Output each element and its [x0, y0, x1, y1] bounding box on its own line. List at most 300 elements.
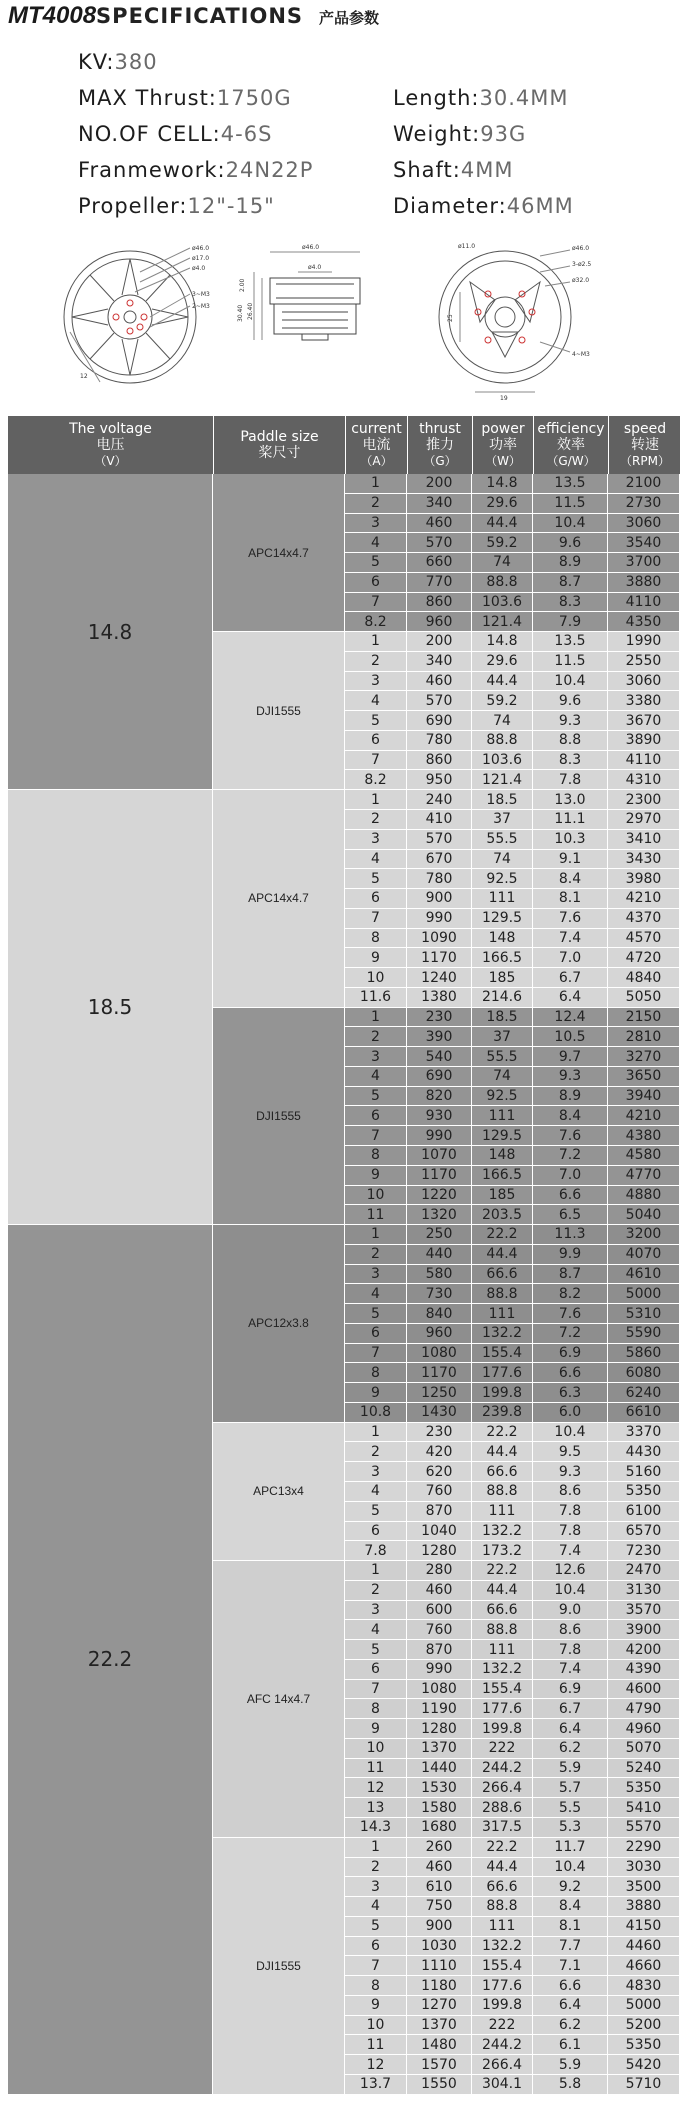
speed-cell: 4830	[608, 1976, 680, 1995]
table-row	[345, 1146, 680, 1166]
thrust-cell: 1110	[407, 1956, 472, 1975]
table-row	[345, 1877, 680, 1897]
efficiency-cell: 11.5	[533, 652, 608, 671]
back-d46-label: ø46.0	[572, 245, 590, 252]
power-cell: 155.4	[472, 1680, 533, 1699]
efficiency-cell: 7.1	[533, 1956, 608, 1975]
speed-cell: 6240	[608, 1383, 680, 1402]
thrust-cell: 230	[407, 1423, 472, 1442]
current-cell: 2	[345, 810, 407, 829]
power-cell: 103.6	[472, 593, 533, 612]
table-row	[345, 553, 680, 573]
efficiency-cell: 9.3	[533, 711, 608, 730]
current-cell: 8.2	[345, 612, 407, 631]
efficiency-cell: 10.4	[533, 1858, 608, 1877]
efficiency-cell: 6.1	[533, 2035, 608, 2054]
table-row	[345, 514, 680, 534]
table-row	[345, 672, 680, 692]
power-cell: 177.6	[472, 1699, 533, 1718]
efficiency-cell: 5.8	[533, 2075, 608, 2094]
power-cell: 199.8	[472, 1719, 533, 1738]
speed-cell: 5200	[608, 2016, 680, 2035]
current-cell: 7.8	[345, 1541, 407, 1560]
power-cell: 132.2	[472, 1522, 533, 1541]
power-cell: 121.4	[472, 612, 533, 631]
speed-cell: 3410	[608, 830, 680, 849]
table-row	[345, 711, 680, 731]
thrust-cell: 990	[407, 1660, 472, 1679]
table-row	[345, 790, 680, 810]
speed-cell: 3430	[608, 850, 680, 869]
power-cell: 88.8	[472, 1897, 533, 1916]
efficiency-cell: 5.9	[533, 1759, 608, 1778]
speed-cell: 3700	[608, 553, 680, 572]
efficiency-cell: 6.5	[533, 1205, 608, 1224]
thrust-cell: 860	[407, 593, 472, 612]
table-row	[345, 850, 680, 870]
thrust-cell: 750	[407, 1897, 472, 1916]
power-cell: 266.4	[472, 1778, 533, 1797]
power-cell: 132.2	[472, 1324, 533, 1343]
power-cell: 185	[472, 1186, 533, 1205]
efficiency-cell: 11.5	[533, 494, 608, 513]
efficiency-cell: 7.7	[533, 1937, 608, 1956]
table-row	[345, 652, 680, 672]
table-row	[345, 474, 680, 494]
efficiency-cell: 6.4	[533, 1996, 608, 2015]
table-row	[345, 810, 680, 830]
table-row	[345, 1304, 680, 1324]
speed-cell: 4720	[608, 948, 680, 967]
table-row	[345, 1482, 680, 1502]
thrust-cell: 860	[407, 751, 472, 770]
thrust-cell: 690	[407, 1067, 472, 1086]
current-cell: 8.2	[345, 770, 407, 789]
thrust-cell: 1430	[407, 1403, 472, 1422]
table-row	[345, 2035, 680, 2055]
current-cell: 4	[345, 850, 407, 869]
efficiency-cell: 7.4	[533, 1541, 608, 1560]
efficiency-cell: 13.5	[533, 474, 608, 493]
current-cell: 10	[345, 1739, 407, 1758]
back-view-drawing	[439, 250, 571, 392]
efficiency-cell: 10.4	[533, 514, 608, 533]
efficiency-cell: 9.6	[533, 691, 608, 710]
table-row	[345, 1067, 680, 1087]
table-row	[345, 1660, 680, 1680]
current-cell: 8	[345, 1699, 407, 1718]
current-cell: 3	[345, 1601, 407, 1620]
current-cell: 3	[345, 830, 407, 849]
efficiency-cell: 6.6	[533, 1363, 608, 1382]
thrust-cell: 460	[407, 1581, 472, 1600]
thrust-cell: 410	[407, 810, 472, 829]
thrust-cell: 460	[407, 1858, 472, 1877]
spec-propeller: Propeller:12"-15"	[78, 194, 275, 218]
thrust-cell: 780	[407, 731, 472, 750]
current-cell: 10.8	[345, 1403, 407, 1422]
table-row	[345, 1778, 680, 1798]
efficiency-cell: 8.1	[533, 1917, 608, 1936]
header-power: power 功率 （W）	[472, 416, 533, 474]
speed-cell: 4790	[608, 1699, 680, 1718]
thrust-cell: 240	[407, 790, 472, 809]
power-cell: 129.5	[472, 1126, 533, 1145]
thrust-cell: 620	[407, 1462, 472, 1481]
power-cell: 103.6	[472, 751, 533, 770]
efficiency-cell: 10.5	[533, 1027, 608, 1046]
table-row	[345, 889, 680, 909]
table-row	[345, 1245, 680, 1265]
table-row	[345, 988, 680, 1008]
current-cell: 2	[345, 494, 407, 513]
current-cell: 9	[345, 1719, 407, 1738]
thrust-cell: 260	[407, 1838, 472, 1857]
efficiency-cell: 6.6	[533, 1186, 608, 1205]
thrust-cell: 460	[407, 672, 472, 691]
power-cell: 222	[472, 2016, 533, 2035]
efficiency-cell: 13.5	[533, 632, 608, 651]
thrust-cell: 1240	[407, 968, 472, 987]
header-voltage: The voltage 电压 （V）	[8, 416, 213, 474]
thrust-cell: 460	[407, 514, 472, 533]
speed-cell: 4150	[608, 1917, 680, 1936]
back-w19-label: 19	[500, 395, 508, 402]
thrust-cell: 1580	[407, 1798, 472, 1817]
speed-cell: 3370	[608, 1423, 680, 1442]
spec-header	[0, 0, 680, 410]
current-cell: 7	[345, 1680, 407, 1699]
power-cell: 22.2	[472, 1838, 533, 1857]
current-cell: 3	[345, 514, 407, 533]
power-cell: 44.4	[472, 1442, 533, 1461]
table-row	[345, 1937, 680, 1957]
table-row	[345, 1640, 680, 1660]
speed-cell: 2100	[608, 474, 680, 493]
table-row	[345, 1680, 680, 1700]
efficiency-cell: 8.9	[533, 1087, 608, 1106]
speed-cell: 6570	[608, 1522, 680, 1541]
efficiency-cell: 13.0	[533, 790, 608, 809]
efficiency-cell: 11.1	[533, 810, 608, 829]
thrust-cell: 1220	[407, 1186, 472, 1205]
speed-cell: 4390	[608, 1660, 680, 1679]
speed-cell: 4210	[608, 1106, 680, 1125]
power-cell: 55.5	[472, 830, 533, 849]
table-row	[345, 1284, 680, 1304]
current-cell: 8	[345, 1146, 407, 1165]
speed-cell: 4370	[608, 909, 680, 928]
current-cell: 1	[345, 1561, 407, 1580]
table-row	[345, 1225, 680, 1245]
efficiency-cell: 5.3	[533, 1818, 608, 1837]
table-row	[345, 632, 680, 652]
speed-cell: 5040	[608, 1205, 680, 1224]
thrust-cell: 900	[407, 1917, 472, 1936]
current-cell: 2	[345, 1442, 407, 1461]
efficiency-cell: 8.4	[533, 1897, 608, 1916]
power-cell: 111	[472, 1502, 533, 1521]
table-row	[345, 691, 680, 711]
current-cell: 3	[345, 1265, 407, 1284]
efficiency-cell: 11.7	[533, 1838, 608, 1857]
page-title	[8, 2, 379, 34]
speed-cell: 5570	[608, 1818, 680, 1837]
thrust-cell: 1270	[407, 1996, 472, 2015]
back-d3-label: 3-ø2.5	[572, 261, 592, 268]
header-thrust: thrust 推力 （G）	[407, 416, 472, 474]
power-cell: 203.5	[472, 1205, 533, 1224]
power-cell: 222	[472, 1739, 533, 1758]
current-cell: 2	[345, 1027, 407, 1046]
efficiency-cell: 8.4	[533, 869, 608, 888]
table-row	[345, 1858, 680, 1878]
current-cell: 12	[345, 1778, 407, 1797]
table-row	[345, 1976, 680, 1996]
table-row	[345, 909, 680, 929]
speed-cell: 2300	[608, 790, 680, 809]
speed-cell: 2970	[608, 810, 680, 829]
paddle-size-cell: AFC 14x4.7	[213, 1561, 345, 1838]
table-row	[345, 1522, 680, 1542]
thrust-cell: 1680	[407, 1818, 472, 1837]
speed-cell: 4310	[608, 770, 680, 789]
front-m3a-label: 3~M3	[192, 291, 210, 298]
table-row	[345, 830, 680, 850]
power-cell: 266.4	[472, 2055, 533, 2074]
current-cell: 11	[345, 1205, 407, 1224]
thrust-cell: 1550	[407, 2075, 472, 2094]
paddle-size-cell: APC14x4.7	[213, 474, 345, 632]
thrust-cell: 600	[407, 1601, 472, 1620]
speed-cell: 2730	[608, 494, 680, 513]
table-row	[345, 1027, 680, 1047]
speed-cell: 4880	[608, 1186, 680, 1205]
efficiency-cell: 5.7	[533, 1778, 608, 1797]
thrust-cell: 960	[407, 612, 472, 631]
speed-cell: 4110	[608, 593, 680, 612]
power-cell: 177.6	[472, 1976, 533, 1995]
power-cell: 132.2	[472, 1660, 533, 1679]
thrust-cell: 1180	[407, 1976, 472, 1995]
power-cell: 173.2	[472, 1541, 533, 1560]
efficiency-cell: 9.9	[533, 1245, 608, 1264]
thrust-cell: 200	[407, 632, 472, 651]
current-cell: 2	[345, 652, 407, 671]
thrust-cell: 1170	[407, 1363, 472, 1382]
table-row	[345, 731, 680, 751]
table-row	[345, 1383, 680, 1403]
power-cell: 44.4	[472, 514, 533, 533]
efficiency-cell: 7.2	[533, 1146, 608, 1165]
thrust-cell: 230	[407, 1008, 472, 1027]
speed-cell: 5710	[608, 2075, 680, 2094]
thrust-cell: 660	[407, 553, 472, 572]
thrust-cell: 570	[407, 830, 472, 849]
current-cell: 5	[345, 1304, 407, 1323]
current-cell: 8	[345, 1976, 407, 1995]
current-cell: 6	[345, 1324, 407, 1343]
current-cell: 3	[345, 1047, 407, 1066]
efficiency-cell: 7.0	[533, 1166, 608, 1185]
current-cell: 9	[345, 1166, 407, 1185]
table-row	[345, 1759, 680, 1779]
power-cell: 88.8	[472, 573, 533, 592]
efficiency-cell: 6.2	[533, 2016, 608, 2035]
table-row	[345, 1561, 680, 1581]
voltage-cell: 22.2	[8, 1225, 213, 2095]
speed-cell: 4960	[608, 1719, 680, 1738]
efficiency-cell: 8.1	[533, 889, 608, 908]
speed-cell: 4770	[608, 1166, 680, 1185]
current-cell: 2	[345, 1858, 407, 1877]
speed-cell: 5860	[608, 1344, 680, 1363]
speed-cell: 4570	[608, 929, 680, 948]
thrust-cell: 1480	[407, 2035, 472, 2054]
table-row	[345, 1363, 680, 1383]
thrust-cell: 1370	[407, 2016, 472, 2035]
thrust-cell: 280	[407, 1561, 472, 1580]
efficiency-cell: 8.3	[533, 593, 608, 612]
speed-cell: 6610	[608, 1403, 680, 1422]
current-cell: 1	[345, 1008, 407, 1027]
thrust-cell: 770	[407, 573, 472, 592]
speed-cell: 4210	[608, 889, 680, 908]
table-row	[345, 1423, 680, 1443]
thrust-cell: 760	[407, 1482, 472, 1501]
table-row	[345, 1581, 680, 1601]
speed-cell: 2470	[608, 1561, 680, 1580]
current-cell: 2	[345, 1245, 407, 1264]
table-row	[345, 1047, 680, 1067]
current-cell: 4	[345, 1284, 407, 1303]
current-cell: 7	[345, 751, 407, 770]
table-row	[345, 869, 680, 889]
current-cell: 10	[345, 1186, 407, 1205]
front-d12-label: 12	[80, 373, 88, 380]
thrust-cell: 730	[407, 1284, 472, 1303]
speed-cell: 4200	[608, 1640, 680, 1659]
thrust-cell: 1530	[407, 1778, 472, 1797]
table-row	[345, 533, 680, 553]
thrust-cell: 420	[407, 1442, 472, 1461]
thrust-cell: 960	[407, 1324, 472, 1343]
thrust-cell: 670	[407, 850, 472, 869]
back-d32-label: ø32.0	[572, 277, 590, 284]
power-cell: 304.1	[472, 2075, 533, 2094]
table-row	[345, 2055, 680, 2075]
power-cell: 66.6	[472, 1601, 533, 1620]
current-cell: 6	[345, 731, 407, 750]
current-cell: 12	[345, 2055, 407, 2074]
efficiency-cell: 6.7	[533, 968, 608, 987]
speed-cell: 5350	[608, 1482, 680, 1501]
efficiency-cell: 6.2	[533, 1739, 608, 1758]
speed-cell: 3650	[608, 1067, 680, 1086]
table-row	[345, 770, 680, 790]
current-cell: 11	[345, 2035, 407, 2054]
thrust-cell: 870	[407, 1640, 472, 1659]
table-row	[345, 1008, 680, 1028]
current-cell: 6	[345, 1106, 407, 1125]
front-d17-label: ø17.0	[192, 255, 210, 262]
thrust-cell: 1250	[407, 1383, 472, 1402]
efficiency-cell: 12.6	[533, 1561, 608, 1580]
speed-cell: 3900	[608, 1620, 680, 1639]
current-cell: 5	[345, 1917, 407, 1936]
speed-cell: 7230	[608, 1541, 680, 1560]
speed-cell: 3500	[608, 1877, 680, 1896]
power-cell: 18.5	[472, 790, 533, 809]
thrust-cell: 610	[407, 1877, 472, 1896]
speed-cell: 4460	[608, 1937, 680, 1956]
table-row	[345, 1818, 680, 1838]
thrust-cell: 1170	[407, 948, 472, 967]
efficiency-cell: 10.4	[533, 1581, 608, 1600]
power-cell: 66.6	[472, 1265, 533, 1284]
title-cn: 产品参数	[319, 9, 380, 27]
thrust-cell: 1040	[407, 1522, 472, 1541]
power-cell: 88.8	[472, 731, 533, 750]
thrust-cell: 1570	[407, 2055, 472, 2074]
power-cell: 88.8	[472, 1482, 533, 1501]
current-cell: 7	[345, 1344, 407, 1363]
efficiency-cell: 7.4	[533, 929, 608, 948]
speed-cell: 4070	[608, 1245, 680, 1264]
speed-cell: 5240	[608, 1759, 680, 1778]
power-cell: 155.4	[472, 1344, 533, 1363]
efficiency-cell: 7.6	[533, 909, 608, 928]
thrust-cell: 1170	[407, 1166, 472, 1185]
paddle-size-cell: DJI1555	[213, 632, 345, 790]
thrust-cell: 990	[407, 909, 472, 928]
current-cell: 6	[345, 573, 407, 592]
power-cell: 74	[472, 1067, 533, 1086]
current-cell: 8	[345, 1363, 407, 1382]
power-cell: 148	[472, 929, 533, 948]
efficiency-cell: 7.4	[533, 1660, 608, 1679]
speed-cell: 6100	[608, 1502, 680, 1521]
current-cell: 6	[345, 1522, 407, 1541]
side-h26-label: 26.40	[247, 302, 254, 320]
power-cell: 37	[472, 810, 533, 829]
spec-diameter: Diameter:46MM	[393, 194, 574, 218]
table-row	[345, 1186, 680, 1206]
model-name: MT4008	[8, 2, 97, 29]
table-row	[345, 1956, 680, 1976]
power-cell: 59.2	[472, 533, 533, 552]
power-cell: 288.6	[472, 1798, 533, 1817]
power-cell: 155.4	[472, 1956, 533, 1975]
spec-shaft: Shaft:4MM	[393, 158, 514, 182]
efficiency-cell: 9.6	[533, 533, 608, 552]
table-row	[345, 1442, 680, 1462]
front-d4-label: ø4.0	[192, 265, 206, 272]
efficiency-cell: 7.8	[533, 1640, 608, 1659]
thrust-cell: 1280	[407, 1541, 472, 1560]
current-cell: 11.6	[345, 988, 407, 1007]
table-row	[345, 1798, 680, 1818]
spec-table	[8, 416, 680, 2124]
power-cell: 199.8	[472, 1383, 533, 1402]
efficiency-cell: 6.9	[533, 1344, 608, 1363]
table-row	[345, 612, 680, 632]
voltage-cell: 14.8	[8, 474, 213, 790]
efficiency-cell: 6.4	[533, 1719, 608, 1738]
current-cell: 6	[345, 1660, 407, 1679]
efficiency-cell: 9.1	[533, 850, 608, 869]
speed-cell: 5000	[608, 1996, 680, 2015]
